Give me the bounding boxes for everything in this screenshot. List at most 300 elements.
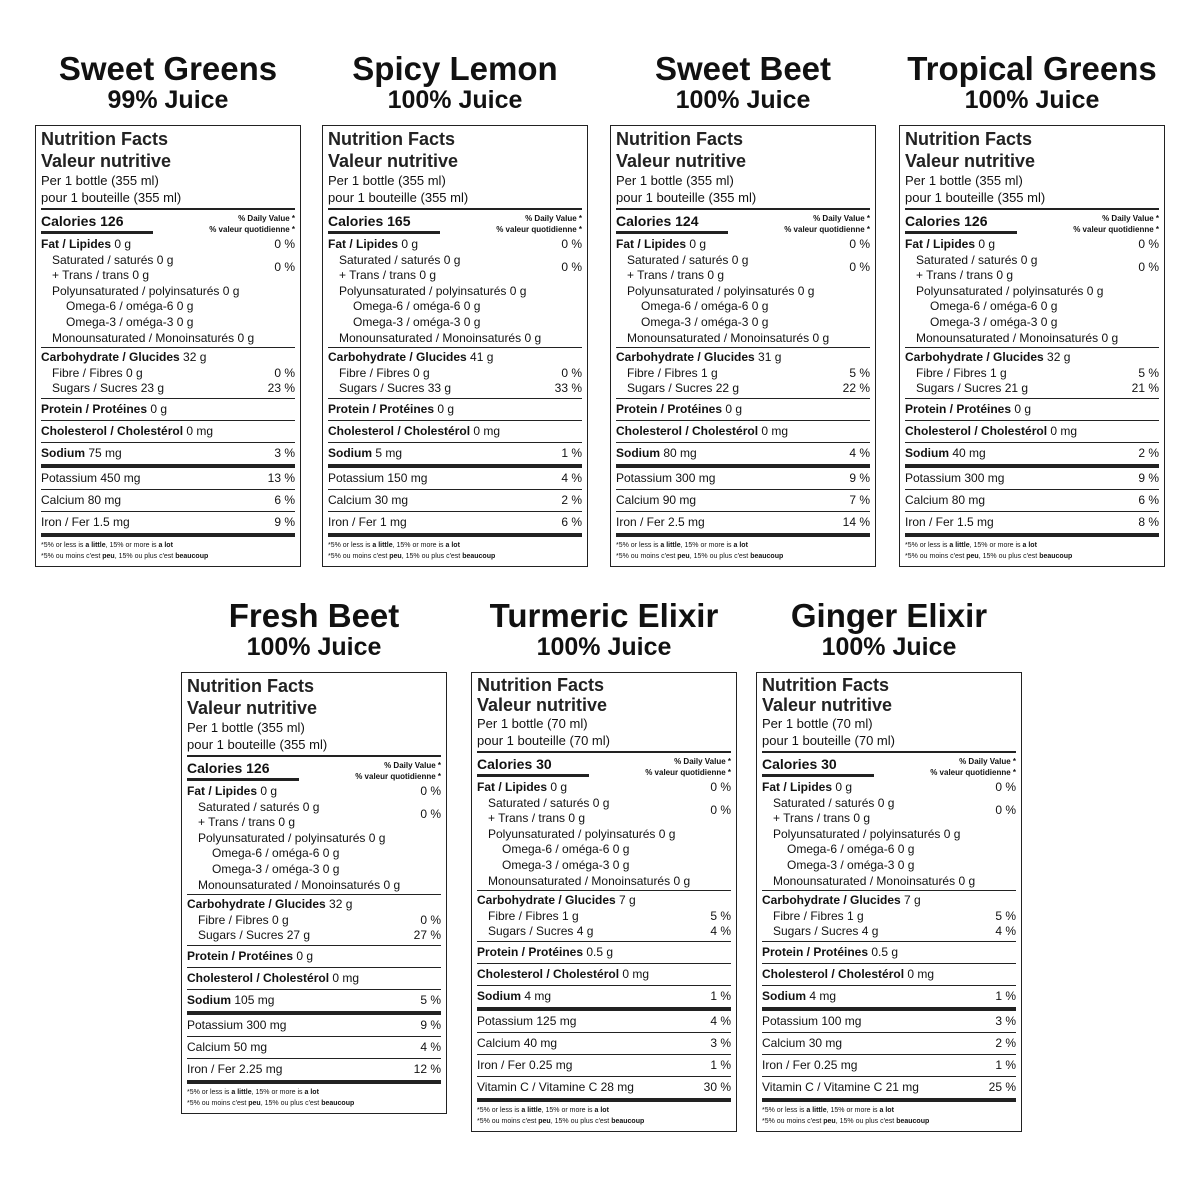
omega6-row-label: [787, 842, 914, 858]
product-title: [859, 52, 1200, 114]
sugars-row-label: [198, 928, 310, 944]
polyunsaturated-row-name: Polyunsaturated / polyinsaturés: [773, 826, 941, 841]
omega6-row-label: [212, 846, 339, 862]
monounsaturated-row-label: [488, 874, 690, 890]
daily-value-header: [645, 756, 731, 778]
protein-row-amount: 0 g: [725, 401, 743, 416]
omega3-row-label: [353, 315, 480, 331]
fibre-row: [762, 909, 1016, 925]
footnote-fr-text: , 15% ou plus c'est: [978, 552, 1040, 560]
saturated-amount: 0 g: [1020, 252, 1038, 267]
cholesterol-row-amount: 0 mg: [186, 423, 214, 438]
cholesterol-row: [328, 421, 582, 442]
footnote-fr: [41, 551, 295, 562]
saturated-name: Saturated / saturés: [198, 799, 300, 814]
sodium-row-name: Sodium: [187, 992, 231, 1007]
monounsaturated-row-label: [773, 874, 975, 890]
juice-percentage: 100% Juice: [246, 633, 382, 661]
daily-value-fr: % valeur quotidienne *: [209, 225, 295, 234]
saturated-name: Saturated / saturés: [627, 252, 729, 267]
sugars-row-name: Sugars / Sucres: [52, 381, 138, 396]
saturated-trans-group: [905, 253, 1159, 284]
saturated-trans-group: [187, 800, 441, 831]
carbohydrate-row-name: Carbohydrate / Glucides: [187, 897, 326, 912]
saturated-trans-labels: [488, 796, 609, 827]
fat-section: [477, 778, 731, 890]
trans-amount: 0 g: [419, 268, 437, 283]
iron-row-daily-value: 12 %: [413, 1061, 441, 1076]
polyunsaturated-row-label: [916, 284, 1103, 300]
daily-value-header: [784, 213, 870, 235]
footnote-fr-text: *5% ou moins c'est: [905, 552, 967, 560]
fat-row-name: Fat / Lipides: [187, 784, 258, 798]
sodium-row-name: Sodium: [328, 445, 372, 460]
fibre-row-name: Fibre / Fibres: [198, 912, 269, 927]
fibre-row-amount: 1 g: [990, 365, 1007, 380]
omega3-row: [616, 315, 870, 331]
fat-row: [41, 237, 295, 253]
saturated-trans-daily-value: 0 %: [274, 260, 295, 275]
valeur-nutritive-heading: Valeur nutritive: [616, 151, 747, 171]
calories: Calories 124: [616, 213, 728, 234]
footnote-en-text: , 15% or more is: [826, 1106, 880, 1114]
cholesterol-row-amount: 0 mg: [622, 966, 650, 981]
cholesterol-row-label: [762, 964, 934, 985]
iron-row: [477, 1055, 731, 1076]
calcium-row-name: Calcium: [616, 492, 660, 507]
footnote-en-little: a little: [806, 1106, 827, 1114]
calcium-row: [328, 490, 582, 511]
omega3-row-name: Omega-3 / oméga-3: [502, 857, 610, 872]
fibre-row-label: [339, 366, 430, 382]
fat-row-name: Fat / Lipides: [616, 237, 687, 251]
cholesterol-row-label: [616, 421, 788, 442]
iron-row-amount: 2.25 mg: [239, 1061, 283, 1076]
daily-value-en: % Daily Value *: [384, 761, 441, 770]
fibre-row-name: Fibre / Fibres: [916, 365, 987, 380]
fibre-row-daily-value: 0 %: [561, 365, 582, 380]
monounsaturated-row-label: [916, 331, 1118, 347]
sodium-row-name: Sodium: [905, 445, 949, 460]
omega6-row-amount: 0 g: [612, 842, 630, 857]
potassium-row: [616, 468, 870, 489]
footnote-en: [41, 540, 295, 551]
cholesterol-row-amount: 0 mg: [907, 966, 935, 981]
potassium-row-daily-value: 3 %: [995, 1013, 1016, 1028]
saturated-trans-labels: [916, 253, 1037, 284]
vitamin-c-row-name: Vitamin C / Vitamine C: [477, 1079, 598, 1094]
juice-percentage: 100% Juice: [536, 633, 672, 661]
calcium-row-label: [477, 1033, 557, 1054]
fat-row-amount: 0 g: [114, 237, 132, 251]
fibre-row-daily-value: 0 %: [420, 912, 441, 927]
nutrition-facts-heading: Nutrition Facts: [328, 129, 456, 149]
fat-section: [41, 235, 295, 347]
fibre-row-daily-value: 5 %: [995, 908, 1016, 923]
footnote-en-little: a little: [231, 1088, 252, 1096]
vitamin-c-row-name: Vitamin C / Vitamine C: [762, 1079, 883, 1094]
footnote-fr: [616, 551, 870, 562]
footnote-fr-beaucoup: beaucoup: [462, 552, 496, 560]
sodium-row: [41, 443, 295, 464]
trans-name: + Trans / trans: [488, 811, 566, 826]
saturated-row: [52, 253, 173, 269]
omega3-row-label: [930, 315, 1057, 331]
saturated-row: [198, 800, 319, 816]
calcium-row-name: Calcium: [905, 492, 949, 507]
footnote-en-text: *5% or less is: [41, 541, 86, 549]
calcium-row-amount: 80 mg: [87, 492, 122, 507]
sodium-row-daily-value: 1 %: [710, 988, 731, 1003]
sugars-row-label: [627, 381, 739, 397]
iron-row-name: Iron / Fer: [477, 1057, 526, 1072]
protein-row-label: [41, 399, 167, 420]
omega6-row: [328, 299, 582, 315]
juice-percentage: 100% Juice: [675, 86, 811, 114]
polyunsaturated-row: [762, 827, 1016, 843]
calcium-row: [762, 1033, 1016, 1054]
omega3-row: [187, 862, 441, 878]
sodium-row-daily-value: 3 %: [274, 445, 295, 460]
potassium-row-label: [762, 1011, 861, 1032]
protein-row-label: [477, 942, 613, 963]
serving-size-fr: pour 1 bouteille (355 ml): [328, 190, 469, 205]
monounsaturated-row: [187, 878, 441, 895]
serving-size-en: Per 1 bottle (355 ml): [905, 173, 1023, 188]
footnote-fr: [328, 551, 582, 562]
carbohydrate-row-amount: 32 g: [183, 350, 207, 365]
fibre-row-amount: 0 g: [272, 912, 289, 927]
sodium-row-daily-value: 1 %: [995, 988, 1016, 1003]
calories-row: [905, 210, 1159, 235]
sodium-row-label: [328, 443, 402, 464]
vitamin-c-row-label: [477, 1077, 634, 1098]
sugars-row-label: [773, 924, 878, 940]
sodium-row-daily-value: 4 %: [849, 445, 870, 460]
saturated-amount: 0 g: [877, 795, 895, 810]
daily-value-en: % Daily Value *: [238, 214, 295, 223]
monounsaturated-row-label: [198, 878, 400, 894]
sugars-row: [477, 924, 731, 941]
calcium-row-name: Calcium: [328, 492, 372, 507]
calories: Calories 126: [905, 213, 1017, 234]
sodium-row-daily-value: 1 %: [561, 445, 582, 460]
potassium-row: [477, 1011, 731, 1032]
saturated-trans-daily-value: 0 %: [710, 803, 731, 818]
potassium-row-amount: 100 mg: [821, 1013, 862, 1028]
carbohydrate-row-label: [187, 897, 352, 913]
iron-row-label: [616, 512, 705, 533]
omega3-row-amount: 0 g: [176, 314, 194, 329]
sodium-row-label: [41, 443, 122, 464]
fibre-row-amount: 0 g: [413, 365, 430, 380]
fat-section: [187, 782, 441, 894]
calories-row: [616, 210, 870, 235]
serving-size-en: Per 1 bottle (355 ml): [616, 173, 734, 188]
cholesterol-row-name: Cholesterol / Cholestérol: [328, 423, 471, 438]
cholesterol-row-label: [41, 421, 213, 442]
iron-row: [41, 512, 295, 533]
serving-size-fr: pour 1 bouteille (355 ml): [616, 190, 757, 205]
sodium-row-label: [187, 990, 274, 1011]
sugars-row: [762, 924, 1016, 941]
omega3-row-amount: 0 g: [463, 314, 481, 329]
footnote: [616, 537, 870, 562]
calcium-row: [616, 490, 870, 511]
potassium-row-name: Potassium: [616, 470, 673, 485]
protein-row: [905, 399, 1159, 420]
calcium-row-amount: 40 mg: [523, 1035, 558, 1050]
nutrition-facts-heading: Nutrition Facts: [762, 675, 890, 695]
monounsaturated-row-amount: 0 g: [1101, 330, 1119, 345]
footnote-en-text: , 15% or more is: [541, 1106, 595, 1114]
footnote-fr-text: , 15% ou plus c'est: [260, 1099, 322, 1107]
iron-row-label: [328, 512, 407, 533]
saturated-trans-daily-value: 0 %: [420, 807, 441, 822]
footnote-en-little: a little: [372, 541, 393, 549]
fibre-row: [477, 909, 731, 925]
calories: Calories 30: [477, 756, 589, 777]
omega3-row-amount: 0 g: [751, 314, 769, 329]
calories: Calories 165: [328, 213, 440, 234]
omega6-row-amount: 0 g: [897, 842, 915, 857]
protein-row-name: Protein / Protéines: [41, 401, 148, 416]
saturated-trans-labels: [627, 253, 748, 284]
fat-row: [328, 237, 582, 253]
fat-row: [905, 237, 1159, 253]
monounsaturated-row: [41, 331, 295, 348]
footnote-fr-beaucoup: beaucoup: [1039, 552, 1073, 560]
juice-percentage: 100% Juice: [964, 86, 1100, 114]
saturated-trans-labels: [773, 796, 894, 827]
potassium-row-name: Potassium: [762, 1013, 819, 1028]
potassium-row-name: Potassium: [477, 1013, 534, 1028]
potassium-row-name: Potassium: [187, 1017, 244, 1032]
carbohydrate-row-label: [328, 350, 493, 366]
valeur-nutritive-heading: Valeur nutritive: [762, 695, 893, 715]
fibre-row: [187, 913, 441, 929]
footnote-fr: [762, 1116, 1016, 1127]
fat-row-label: [477, 780, 567, 796]
footnote: [187, 1084, 441, 1109]
iron-row-amount: 1.5 mg: [93, 514, 130, 529]
cholesterol-row-amount: 0 mg: [761, 423, 789, 438]
carbohydrate-row: [187, 897, 441, 913]
potassium-row-label: [187, 1015, 286, 1036]
omega3-row-amount: 0 g: [897, 857, 915, 872]
trans-amount: 0 g: [707, 268, 725, 283]
omega6-row-name: Omega-6 / oméga-6: [502, 842, 610, 857]
cholesterol-row: [616, 421, 870, 442]
nutrition-facts-panel: [181, 672, 447, 1114]
monounsaturated-row-amount: 0 g: [812, 330, 830, 345]
trans-name: + Trans / trans: [52, 268, 130, 283]
fat-row-amount: 0 g: [550, 780, 568, 794]
fibre-row-label: [52, 366, 143, 382]
potassium-row: [762, 1011, 1016, 1032]
sodium-row-name: Sodium: [762, 988, 806, 1003]
fibre-row-amount: 0 g: [126, 365, 143, 380]
cholesterol-row: [477, 964, 731, 985]
nutrition-facts-panel: [322, 125, 588, 567]
footnote-en-text: , 15% or more is: [680, 541, 734, 549]
protein-row-label: [187, 946, 313, 967]
polyunsaturated-row-amount: 0 g: [797, 283, 815, 298]
trans-name: + Trans / trans: [916, 268, 994, 283]
omega6-row-amount: 0 g: [463, 299, 481, 314]
serving-size-en: Per 1 bottle (70 ml): [762, 716, 873, 731]
polyunsaturated-row-name: Polyunsaturated / polyinsaturés: [339, 283, 507, 298]
saturated-name: Saturated / saturés: [339, 252, 441, 267]
iron-row-daily-value: 1 %: [995, 1057, 1016, 1072]
iron-row-name: Iron / Fer: [905, 514, 954, 529]
omega3-row-label: [66, 315, 193, 331]
calcium-row-name: Calcium: [41, 492, 85, 507]
footnote-fr-text: , 15% ou plus c'est: [401, 552, 463, 560]
footnote-fr-text: , 15% ou plus c'est: [835, 1117, 897, 1125]
sugars-row-daily-value: 4 %: [995, 924, 1016, 939]
protein-row: [762, 942, 1016, 963]
carbohydrate-row-label: [616, 350, 781, 366]
sugars-row-daily-value: 23 %: [267, 381, 295, 396]
iron-row-name: Iron / Fer: [328, 514, 377, 529]
carbohydrate-row-name: Carbohydrate / Glucides: [616, 350, 755, 365]
footnote-en-text: *5% or less is: [905, 541, 950, 549]
fibre-row: [328, 366, 582, 382]
saturated-trans-daily-value: 0 %: [1138, 260, 1159, 275]
fibre-row-name: Fibre / Fibres: [773, 908, 844, 923]
fibre-row-amount: 1 g: [701, 365, 718, 380]
polyunsaturated-row-label: [773, 827, 960, 843]
fibre-row-label: [773, 909, 864, 925]
protein-row-label: [762, 942, 898, 963]
cholesterol-row-amount: 0 mg: [1050, 423, 1078, 438]
saturated-trans-daily-value: 0 %: [995, 803, 1016, 818]
cholesterol-row-name: Cholesterol / Cholestérol: [905, 423, 1048, 438]
omega3-row-name: Omega-3 / oméga-3: [641, 314, 749, 329]
polyunsaturated-row: [328, 284, 582, 300]
fat-section: [762, 778, 1016, 890]
daily-value-en: % Daily Value *: [813, 214, 870, 223]
carbohydrate-row-amount: 7 g: [904, 893, 921, 908]
footnote: [762, 1102, 1016, 1127]
sugars-row-amount: 33 g: [427, 381, 452, 396]
potassium-row-amount: 150 mg: [387, 470, 428, 485]
sodium-row-amount: 75 mg: [88, 445, 122, 460]
footnote-en: [477, 1105, 731, 1116]
polyunsaturated-row-label: [198, 831, 385, 847]
fibre-row-amount: 1 g: [847, 908, 864, 923]
sodium-row-amount: 40 mg: [952, 445, 986, 460]
fat-row-daily-value: 0 %: [274, 237, 295, 251]
fat-row-daily-value: 0 %: [995, 780, 1016, 794]
footnote-en: [905, 540, 1159, 551]
carbohydrate-row-name: Carbohydrate / Glucides: [477, 893, 616, 908]
nutrition-facts-panel: [35, 125, 301, 567]
polyunsaturated-row-label: [627, 284, 814, 300]
footnote-en-little: a little: [521, 1106, 542, 1114]
sugars-row: [41, 381, 295, 398]
monounsaturated-row-amount: 0 g: [673, 873, 691, 888]
footnote-en-lot: a lot: [304, 1088, 319, 1096]
omega6-row: [616, 299, 870, 315]
fat-section: [905, 235, 1159, 347]
iron-row-daily-value: 9 %: [274, 514, 295, 529]
footnote-en-text: , 15% or more is: [969, 541, 1023, 549]
potassium-row-amount: 125 mg: [536, 1013, 577, 1028]
monounsaturated-row-name: Monounsaturated / Monoinsaturés: [627, 330, 810, 345]
saturated-trans-group: [762, 796, 1016, 827]
calcium-row-name: Calcium: [762, 1035, 806, 1050]
sugars-row: [187, 928, 441, 945]
footnote-fr-peu: peu: [677, 552, 690, 560]
sugars-row-name: Sugars / Sucres: [773, 924, 859, 939]
nutrition-facts-panel: [471, 672, 737, 1132]
omega6-row-name: Omega-6 / oméga-6: [641, 299, 749, 314]
carbohydrate-section: [762, 891, 1016, 941]
cholesterol-row: [905, 421, 1159, 442]
trans-row: [198, 815, 319, 831]
fat-row-name: Fat / Lipides: [762, 780, 833, 794]
calories-row: [477, 753, 731, 778]
serving-size-en: Per 1 bottle (355 ml): [187, 720, 305, 735]
protein-row-amount: 0 g: [1014, 401, 1032, 416]
potassium-row-name: Potassium: [328, 470, 385, 485]
fat-row-daily-value: 0 %: [420, 784, 441, 798]
calcium-row-label: [187, 1037, 267, 1058]
saturated-trans-group: [616, 253, 870, 284]
polyunsaturated-row-label: [52, 284, 239, 300]
trans-row: [773, 811, 894, 827]
juice-percentage: 99% Juice: [107, 86, 229, 114]
valeur-nutritive-heading: Valeur nutritive: [41, 151, 172, 171]
calcium-row-daily-value: 7 %: [849, 492, 870, 507]
iron-row-label: [187, 1059, 282, 1080]
product-name: Fresh Beet: [228, 597, 400, 634]
sodium-row-amount: 4 mg: [809, 988, 837, 1003]
sugars-row-label: [339, 381, 451, 397]
iron-row-name: Iron / Fer: [41, 514, 90, 529]
monounsaturated-row: [616, 331, 870, 348]
carbohydrate-section: [328, 348, 582, 398]
monounsaturated-row: [762, 874, 1016, 891]
daily-value-header: [496, 213, 582, 235]
carbohydrate-row-name: Carbohydrate / Glucides: [328, 350, 467, 365]
carbohydrate-row-name: Carbohydrate / Glucides: [762, 893, 901, 908]
saturated-row: [773, 796, 894, 812]
omega6-row-name: Omega-6 / oméga-6: [66, 299, 174, 314]
valeur-nutritive-heading: Valeur nutritive: [187, 698, 318, 718]
carbohydrate-row: [477, 893, 731, 909]
calcium-row-daily-value: 2 %: [995, 1035, 1016, 1050]
sugars-row-amount: 23 g: [140, 381, 165, 396]
polyunsaturated-row-name: Polyunsaturated / polyinsaturés: [627, 283, 795, 298]
carbohydrate-row-name: Carbohydrate / Glucides: [905, 350, 1044, 365]
fat-row-amount: 0 g: [835, 780, 853, 794]
omega3-row-name: Omega-3 / oméga-3: [930, 314, 1038, 329]
protein-row-label: [616, 399, 742, 420]
daily-value-header: [355, 760, 441, 782]
potassium-row-daily-value: 4 %: [710, 1013, 731, 1028]
calcium-row: [477, 1033, 731, 1054]
potassium-row-daily-value: 9 %: [849, 470, 870, 485]
potassium-row-daily-value: 13 %: [267, 470, 295, 485]
cholesterol-row-amount: 0 mg: [332, 970, 360, 985]
cholesterol-row: [187, 968, 441, 989]
sugars-row-name: Sugars / Sucres: [627, 381, 713, 396]
potassium-row: [328, 468, 582, 489]
iron-row-name: Iron / Fer: [187, 1061, 236, 1076]
